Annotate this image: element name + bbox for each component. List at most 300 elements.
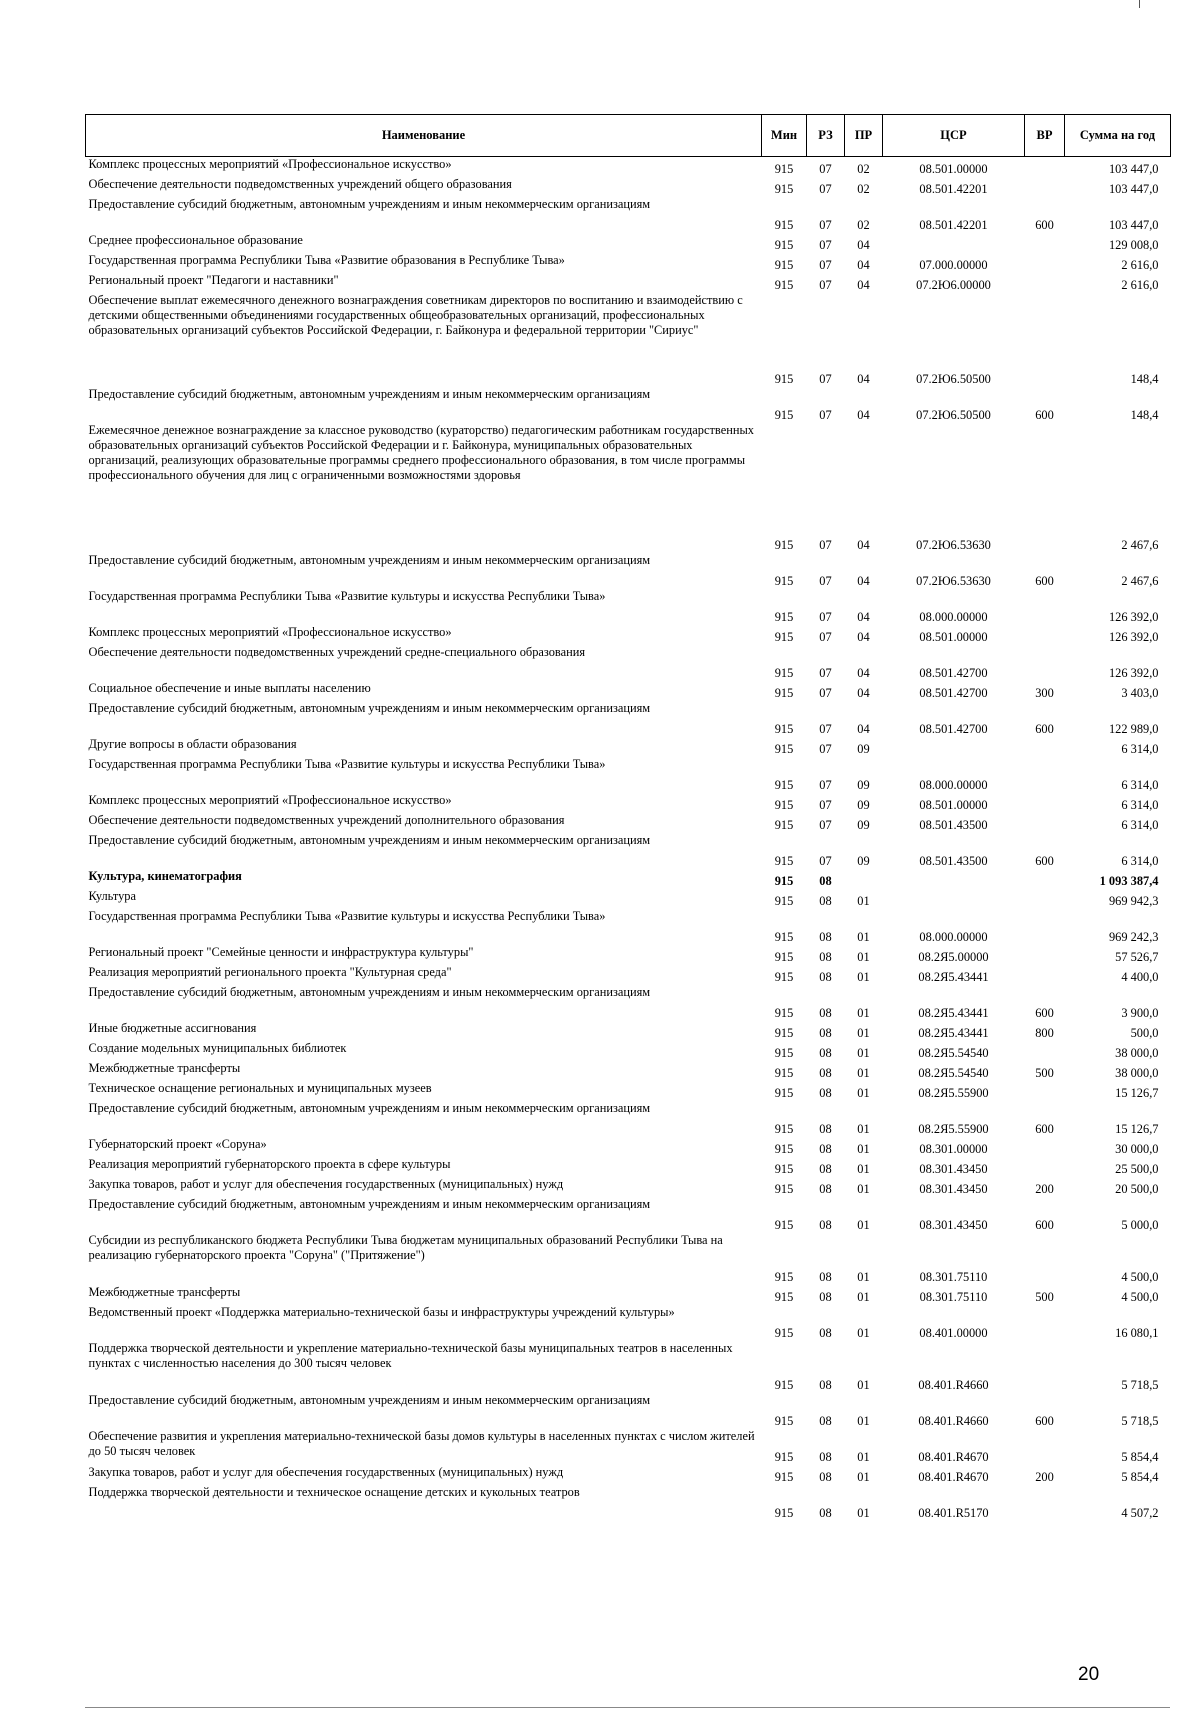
cell-vr <box>1025 965 1065 985</box>
cell-rz: 08 <box>819 949 832 964</box>
cell-min: 915 <box>774 1449 794 1464</box>
cell-rz: 08 <box>819 1025 832 1040</box>
cell-sum: 103 447,0 <box>1108 161 1159 176</box>
cell-pr: 01 <box>857 1085 870 1100</box>
cell-name: Среднее профессиональное образование <box>88 232 303 247</box>
cell-name: Комплекс процессных мероприятий «Профессиональное искусство» <box>88 792 452 807</box>
cell-rz: 07 <box>819 741 832 756</box>
cell-min: 915 <box>774 949 794 964</box>
table-body <box>86 157 1171 1521</box>
cell-pr: 01 <box>857 1505 870 1520</box>
table-row <box>86 1081 1171 1101</box>
table-row <box>86 1233 1171 1285</box>
cell-vr <box>1025 737 1065 757</box>
cell-vr <box>1025 589 1065 625</box>
cell-csr: 08.501.42700 <box>919 721 988 736</box>
cell-rz: 08 <box>819 1217 832 1232</box>
table-row <box>86 869 1171 889</box>
cell-pr: 09 <box>857 797 870 812</box>
cell-csr: 08.2Я5.55900 <box>918 1085 989 1100</box>
cell-min: 915 <box>774 217 794 232</box>
cell-sum: 126 392,0 <box>1108 609 1159 624</box>
table-row <box>86 945 1171 965</box>
cell-name: Предоставление субсидий бюджетным, автономным учреждениям и иным некоммерческим организациям <box>88 832 651 847</box>
cell-vr <box>1025 233 1065 253</box>
cell-min: 915 <box>774 257 794 272</box>
cell-vr: 200 <box>1035 1181 1054 1196</box>
cell-rz: 08 <box>819 1269 832 1284</box>
cell-name: Создание модельных муниципальных библиотек <box>88 1040 347 1055</box>
header-csr: ЦСР <box>883 115 1025 157</box>
cell-min: 915 <box>774 1121 794 1136</box>
header-sum: Сумма на год <box>1065 115 1171 157</box>
cell-vr <box>1025 1041 1065 1061</box>
cell-csr: 08.301.43450 <box>919 1181 988 1196</box>
cell-sum: 38 000,0 <box>1115 1065 1159 1080</box>
cell-rz: 07 <box>819 797 832 812</box>
cell-csr <box>883 889 1025 909</box>
cell-pr: 01 <box>857 1469 870 1484</box>
cell-min: 915 <box>774 277 794 292</box>
cell-rz: 07 <box>819 629 832 644</box>
cell-rz: 08 <box>819 1121 832 1136</box>
cell-pr: 01 <box>857 1269 870 1284</box>
cell-name: Предоставление субсидий бюджетным, автономным учреждениям и иным некоммерческим организациям <box>88 700 651 715</box>
table-row <box>86 737 1171 757</box>
cell-sum: 1 093 387,4 <box>1099 873 1159 888</box>
table-row <box>86 909 1171 945</box>
cell-vr <box>1025 1233 1065 1285</box>
cell-sum: 38 000,0 <box>1115 1045 1159 1060</box>
cell-name: Государственная программа Республики Тыва «Развитие культуры и искусства Республики Тыва» <box>88 756 606 771</box>
cell-vr <box>1025 945 1065 965</box>
cell-pr: 09 <box>857 777 870 792</box>
table-row <box>86 423 1171 553</box>
cell-name: Предоставление субсидий бюджетным, автономным учреждениям и иным некоммерческим организациям <box>88 1100 651 1115</box>
cell-name: Предоставление субсидий бюджетным, автономным учреждениям и иным некоммерческим организациям <box>88 984 651 999</box>
cell-name: Предоставление субсидий бюджетным, автономным учреждениям и иным некоммерческим организациям <box>88 552 651 567</box>
table-row <box>86 553 1171 589</box>
cell-name: Комплекс процессных мероприятий «Профессиональное искусство» <box>88 157 452 171</box>
cell-rz: 08 <box>819 1141 832 1156</box>
cell-rz: 08 <box>819 1413 832 1428</box>
header-pr: ПР <box>845 115 883 157</box>
cell-name: Предоставление субсидий бюджетным, автономным учреждениям и иным некоммерческим организациям <box>88 1196 651 1211</box>
cell-name: Региональный проект "Семейные ценности и инфраструктура культуры" <box>88 944 474 959</box>
cell-sum: 25 500,0 <box>1115 1161 1159 1176</box>
cell-csr: 08.000.00000 <box>919 929 988 944</box>
cell-pr: 04 <box>857 721 870 736</box>
table-row <box>86 625 1171 645</box>
cell-rz: 08 <box>819 1005 832 1020</box>
cell-min: 915 <box>774 1065 794 1080</box>
cell-csr: 08.2Я5.55900 <box>918 1121 989 1136</box>
cell-sum: 20 500,0 <box>1115 1181 1159 1196</box>
cell-pr: 04 <box>857 371 870 386</box>
table-row <box>86 701 1171 737</box>
table-row <box>86 293 1171 387</box>
table-row <box>86 1137 1171 1157</box>
table-row <box>86 793 1171 813</box>
cell-min: 915 <box>774 1269 794 1284</box>
table-row <box>86 1157 1171 1177</box>
cell-sum: 2 616,0 <box>1121 277 1159 292</box>
table-row <box>86 1393 1171 1429</box>
cell-sum: 5 718,5 <box>1121 1413 1159 1428</box>
cell-rz: 08 <box>819 1085 832 1100</box>
cell-csr: 07.000.00000 <box>919 257 988 272</box>
cell-min: 915 <box>774 371 794 386</box>
cell-csr: 08.501.00000 <box>919 161 988 176</box>
cell-name: Государственная программа Республики Тыва «Развитие культуры и искусства Республики Тыва» <box>88 908 606 923</box>
cell-pr: 01 <box>857 1161 870 1176</box>
footer-line <box>85 1707 1170 1708</box>
cell-sum: 2 616,0 <box>1121 257 1159 272</box>
table-row <box>86 177 1171 197</box>
cell-csr: 08.301.43450 <box>919 1161 988 1176</box>
cell-vr <box>1025 889 1065 909</box>
cell-vr <box>1025 1485 1065 1521</box>
cell-vr <box>1025 1081 1065 1101</box>
cell-name: Ведомственный проект «Поддержка материально-технической базы и инфраструктуры учреждений культуры» <box>88 1304 675 1319</box>
cell-name: Ежемесячное денежное вознаграждение за классное руководство (кураторство) педагогическим работникам государственных образовательных организаций субъектов Российской Федерации и г. Байконура, муниципальных образовательных организаций, реализующих образовательные программы среднего профессионального образования, в том числе программы профессионального обучения для лиц с ограниченными возможностями здоровья <box>88 422 754 482</box>
cell-name: Культура, кинематография <box>88 868 242 883</box>
cell-name: Предоставление субсидий бюджетным, автономным учреждениям и иным некоммерческим организациям <box>88 196 651 211</box>
cell-csr: 08.401.R5170 <box>918 1505 989 1520</box>
cell-vr <box>1025 909 1065 945</box>
cell-rz: 08 <box>819 969 832 984</box>
cell-vr: 600 <box>1035 573 1054 588</box>
cell-csr: 07.2Ю6.50500 <box>916 407 991 422</box>
cell-name: Губернаторский проект «Соруна» <box>88 1136 267 1151</box>
cell-pr: 04 <box>857 685 870 700</box>
cell-rz: 08 <box>819 1469 832 1484</box>
cell-pr: 01 <box>857 1121 870 1136</box>
cell-pr: 09 <box>857 817 870 832</box>
cell-rz: 07 <box>819 817 832 832</box>
cell-name: Обеспечение выплат ежемесячного денежного вознаграждения советникам директоров по воспитанию и взаимодействию с детскими общественными объединениями государственных общеобразовательных организаций, профессиональных образовательных организаций субъектов Российской Федерации, г. Байконура и федеральной территории "Сириус" <box>88 292 743 337</box>
cell-vr <box>1025 293 1065 387</box>
cell-pr: 04 <box>857 665 870 680</box>
cell-csr: 08.501.43500 <box>919 853 988 868</box>
cell-vr <box>1025 253 1065 273</box>
header-name: Наименование <box>86 115 762 157</box>
cell-min: 915 <box>774 629 794 644</box>
cell-pr: 02 <box>857 161 870 176</box>
cell-csr <box>883 869 1025 889</box>
cell-min: 915 <box>774 853 794 868</box>
cell-csr: 08.401.R4660 <box>918 1413 989 1428</box>
cell-rz: 08 <box>819 1045 832 1060</box>
cell-sum: 5 854,4 <box>1121 1469 1159 1484</box>
cell-vr <box>1025 869 1065 889</box>
cell-vr <box>1025 645 1065 681</box>
cell-sum: 5 718,5 <box>1121 1377 1159 1392</box>
cell-vr: 600 <box>1035 1413 1054 1428</box>
cell-sum: 5 854,4 <box>1121 1449 1159 1464</box>
cell-min: 915 <box>774 1085 794 1100</box>
header-vr: ВР <box>1025 115 1065 157</box>
cell-rz: 07 <box>819 665 832 680</box>
cell-pr <box>845 869 883 889</box>
cell-csr: 08.401.R4670 <box>918 1469 989 1484</box>
header-min: Мин <box>762 115 807 157</box>
cell-csr: 07.2Ю6.53630 <box>916 573 991 588</box>
cell-rz: 08 <box>819 1161 832 1176</box>
cell-sum: 6 314,0 <box>1121 797 1159 812</box>
cell-pr: 01 <box>857 893 870 908</box>
cell-min: 915 <box>774 777 794 792</box>
cell-name: Государственная программа Республики Тыва «Развитие культуры и искусства Республики Тыва» <box>88 588 606 603</box>
cell-sum: 6 314,0 <box>1121 741 1159 756</box>
cell-csr: 08.2Я5.43441 <box>918 1025 989 1040</box>
cell-csr: 08.501.00000 <box>919 629 988 644</box>
table-row <box>86 1305 1171 1341</box>
cell-pr: 04 <box>857 609 870 624</box>
cell-vr: 800 <box>1035 1025 1054 1040</box>
cell-name: Культура <box>88 888 136 903</box>
cell-csr: 08.2Я5.00000 <box>918 949 989 964</box>
cell-sum: 103 447,0 <box>1108 217 1159 232</box>
cell-csr <box>883 233 1025 253</box>
cell-pr: 01 <box>857 969 870 984</box>
cell-vr: 600 <box>1035 1005 1054 1020</box>
cell-vr: 500 <box>1035 1289 1054 1304</box>
table-row <box>86 253 1171 273</box>
table-row <box>86 157 1171 177</box>
cell-vr: 200 <box>1035 1469 1054 1484</box>
cell-min: 915 <box>774 1413 794 1428</box>
cell-csr: 08.301.43450 <box>919 1217 988 1232</box>
cell-name: Предоставление субсидий бюджетным, автономным учреждениям и иным некоммерческим организациям <box>88 1392 651 1407</box>
cell-vr: 600 <box>1035 407 1054 422</box>
cell-min: 915 <box>774 1161 794 1176</box>
cell-min: 915 <box>774 969 794 984</box>
cell-csr <box>883 737 1025 757</box>
cell-csr: 08.000.00000 <box>919 777 988 792</box>
cell-min: 915 <box>774 1289 794 1304</box>
cell-min: 915 <box>774 181 794 196</box>
cell-pr: 04 <box>857 629 870 644</box>
table-row <box>86 965 1171 985</box>
cell-min: 915 <box>774 161 794 176</box>
cell-sum: 4 507,2 <box>1121 1505 1159 1520</box>
cell-name: Иные бюджетные ассигнования <box>88 1020 257 1035</box>
cell-name: Реализация мероприятий губернаторского проекта в сфере культуры <box>88 1156 451 1171</box>
cell-name: Поддержка творческой деятельности и укрепление материально-технической базы муниципальных театров в населенных пунктах с численностью населения до 300 тысяч человек <box>88 1340 733 1370</box>
cell-vr <box>1025 793 1065 813</box>
cell-sum: 6 314,0 <box>1121 853 1159 868</box>
cell-min: 915 <box>774 407 794 422</box>
table-row <box>86 833 1171 869</box>
cell-csr: 08.2Я5.54540 <box>918 1065 989 1080</box>
cell-vr: 600 <box>1035 853 1054 868</box>
cell-name: Государственная программа Республики Тыва «Развитие образования в Республике Тыва» <box>88 252 565 267</box>
table-row <box>86 197 1171 233</box>
cell-min: 915 <box>774 929 794 944</box>
cell-sum: 126 392,0 <box>1108 665 1159 680</box>
cell-rz: 07 <box>819 721 832 736</box>
cell-min: 915 <box>774 797 794 812</box>
table-row <box>86 1341 1171 1393</box>
cell-sum: 15 126,7 <box>1115 1085 1159 1100</box>
cell-pr: 01 <box>857 1141 870 1156</box>
cell-name: Межбюджетные трансферты <box>88 1060 241 1075</box>
cell-sum: 969 242,3 <box>1108 929 1159 944</box>
table-row <box>86 1101 1171 1137</box>
cell-sum: 4 500,0 <box>1121 1289 1159 1304</box>
cell-vr: 600 <box>1035 1217 1054 1232</box>
cell-rz: 08 <box>819 1181 832 1196</box>
cell-name: Поддержка творческой деятельности и техническое оснащение детских и кукольных театров <box>88 1484 580 1499</box>
cell-sum: 2 467,6 <box>1121 573 1159 588</box>
cell-rz: 07 <box>819 181 832 196</box>
cell-rz: 07 <box>819 537 832 552</box>
cell-vr <box>1025 625 1065 645</box>
cell-sum: 148,4 <box>1130 371 1159 386</box>
cell-rz: 07 <box>819 161 832 176</box>
table-row <box>86 645 1171 681</box>
budget-table <box>85 114 1171 1521</box>
cell-rz: 08 <box>819 1449 832 1464</box>
cell-csr: 08.401.R4670 <box>918 1449 989 1464</box>
cell-name: Социальное обеспечение и иные выплаты населению <box>88 680 371 695</box>
cell-rz: 07 <box>819 277 832 292</box>
cell-pr: 04 <box>857 537 870 552</box>
table-row <box>86 1465 1171 1485</box>
cell-sum: 57 526,7 <box>1115 949 1159 964</box>
cell-pr: 01 <box>857 1449 870 1464</box>
cell-sum: 122 989,0 <box>1108 721 1159 736</box>
cell-sum: 3 403,0 <box>1121 685 1159 700</box>
cell-min: 915 <box>774 721 794 736</box>
cell-vr: 300 <box>1035 685 1054 700</box>
cell-vr: 600 <box>1035 217 1054 232</box>
cell-pr: 09 <box>857 741 870 756</box>
cell-name: Межбюджетные трансферты <box>88 1284 241 1299</box>
cell-min: 915 <box>774 1141 794 1156</box>
cell-pr: 01 <box>857 1217 870 1232</box>
cell-rz: 07 <box>819 609 832 624</box>
cell-vr <box>1025 757 1065 793</box>
cell-pr: 01 <box>857 929 870 944</box>
table-row <box>86 589 1171 625</box>
cell-sum: 148,4 <box>1130 407 1159 422</box>
cell-rz: 08 <box>819 1325 832 1340</box>
cell-csr: 08.501.42700 <box>919 685 988 700</box>
cell-name: Региональный проект "Педагоги и наставники" <box>88 272 339 287</box>
cell-pr: 01 <box>857 1025 870 1040</box>
cell-csr: 08.000.00000 <box>919 609 988 624</box>
cell-min: 915 <box>774 1325 794 1340</box>
cell-sum: 30 000,0 <box>1115 1141 1159 1156</box>
cell-name: Субсидии из республиканского бюджета Республики Тыва бюджетам муниципальных образований Республики Тыва на реализацию губернаторского проекта "Соруна" ("Притяжение") <box>88 1232 723 1262</box>
cell-sum: 129 008,0 <box>1108 237 1159 252</box>
cell-rz: 07 <box>819 407 832 422</box>
cell-csr: 07.2Ю6.53630 <box>916 537 991 552</box>
cell-name: Обеспечение деятельности подведомственных учреждений общего образования <box>88 176 512 191</box>
cell-pr: 01 <box>857 1005 870 1020</box>
cell-min: 915 <box>774 573 794 588</box>
cell-sum: 126 392,0 <box>1108 629 1159 644</box>
cell-csr: 08.301.00000 <box>919 1141 988 1156</box>
cell-sum: 3 900,0 <box>1121 1005 1159 1020</box>
cell-rz: 08 <box>819 1289 832 1304</box>
cell-pr: 04 <box>857 257 870 272</box>
cell-pr: 01 <box>857 1289 870 1304</box>
cell-sum: 5 000,0 <box>1121 1217 1159 1232</box>
cell-pr: 02 <box>857 181 870 196</box>
cell-name: Обеспечение деятельности подведомственных учреждений средне-специального образования <box>88 644 586 659</box>
cell-pr: 09 <box>857 853 870 868</box>
cell-rz: 07 <box>819 371 832 386</box>
header-rz: РЗ <box>807 115 845 157</box>
cell-pr: 04 <box>857 277 870 292</box>
table-row <box>86 273 1171 293</box>
table-row <box>86 1197 1171 1233</box>
cell-vr: 600 <box>1035 721 1054 736</box>
cell-csr: 08.401.00000 <box>919 1325 988 1340</box>
cell-sum: 6 314,0 <box>1121 817 1159 832</box>
cell-min: 915 <box>774 665 794 680</box>
cell-rz: 08 <box>819 1377 832 1392</box>
table-row <box>86 1041 1171 1061</box>
cell-sum: 4 400,0 <box>1121 969 1159 984</box>
cell-min: 915 <box>774 609 794 624</box>
cell-min: 915 <box>774 1181 794 1196</box>
table-header <box>86 115 1171 157</box>
table-row <box>86 1177 1171 1197</box>
cell-sum: 103 447,0 <box>1108 181 1159 196</box>
cell-csr: 08.501.42201 <box>919 217 988 232</box>
cell-min: 915 <box>774 873 794 888</box>
cell-min: 915 <box>774 893 794 908</box>
cell-name: Обеспечение развития и укрепления материально-технической базы домов культуры в населенных пунктах с числом жителей до 50 тысяч человек <box>88 1428 755 1458</box>
cell-rz: 07 <box>819 853 832 868</box>
cell-vr <box>1025 813 1065 833</box>
table-row <box>86 681 1171 701</box>
cell-vr <box>1025 273 1065 293</box>
cell-name: Закупка товаров, работ и услуг для обеспечения государственных (муниципальных) нужд <box>88 1464 564 1479</box>
cell-vr <box>1025 423 1065 553</box>
table-row <box>86 985 1171 1021</box>
cell-pr: 01 <box>857 1377 870 1392</box>
cell-csr: 08.401.R4660 <box>918 1377 989 1392</box>
table-row <box>86 1429 1171 1465</box>
cell-sum: 969 942,3 <box>1108 893 1159 908</box>
cell-pr: 01 <box>857 1045 870 1060</box>
cell-vr <box>1025 1305 1065 1341</box>
cell-vr: 600 <box>1035 1121 1054 1136</box>
cell-rz: 08 <box>819 1065 832 1080</box>
table-row <box>86 1285 1171 1305</box>
table-row <box>86 1061 1171 1081</box>
cell-vr <box>1025 1137 1065 1157</box>
cell-min: 915 <box>774 1025 794 1040</box>
cell-name: Обеспечение деятельности подведомственных учреждений дополнительного образования <box>88 812 565 827</box>
cell-csr: 08.501.42700 <box>919 665 988 680</box>
cell-name: Техническое оснащение региональных и муниципальных музеев <box>88 1080 432 1095</box>
cell-csr: 07.2Ю6.50500 <box>916 371 991 386</box>
cell-rz: 08 <box>819 929 832 944</box>
table-row <box>86 757 1171 793</box>
cell-rz: 08 <box>819 873 832 888</box>
cell-pr: 04 <box>857 407 870 422</box>
cell-sum: 16 080,1 <box>1115 1325 1159 1340</box>
cell-sum: 15 126,7 <box>1115 1121 1159 1136</box>
cell-vr <box>1025 1157 1065 1177</box>
cell-sum: 500,0 <box>1130 1025 1159 1040</box>
